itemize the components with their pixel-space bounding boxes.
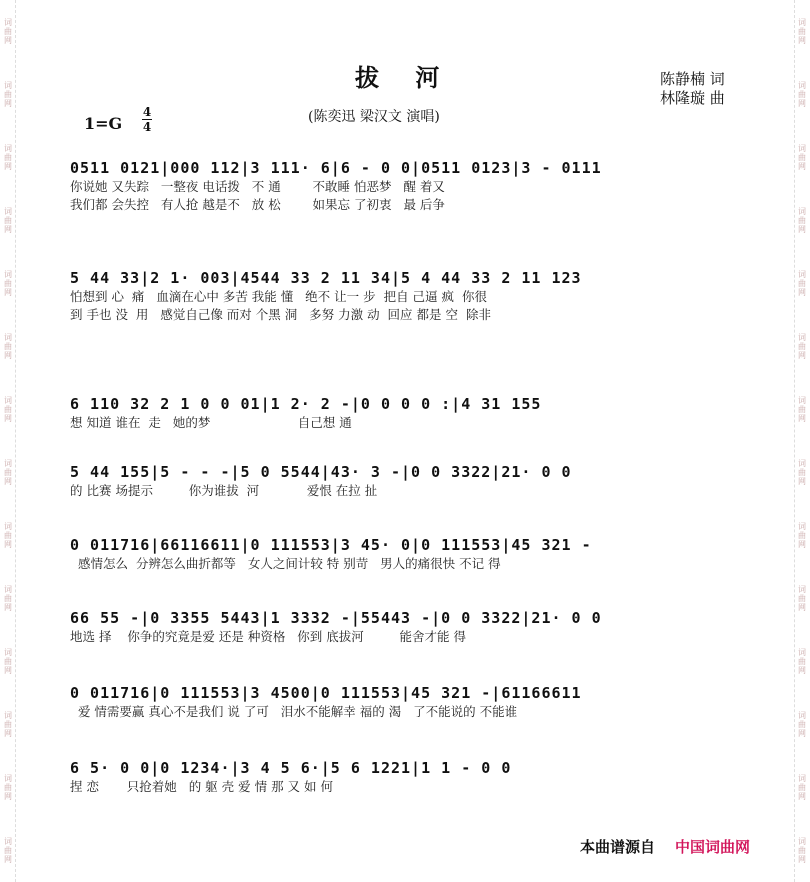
score-line-3	[70, 394, 746, 432]
source-footer	[580, 836, 750, 857]
time-signature	[142, 106, 152, 133]
watermark: 词曲网	[797, 396, 807, 423]
watermark: 词曲网	[797, 585, 807, 612]
score-line-7	[70, 683, 746, 721]
notation: 0511 0121|000 112|3 111· 6|6 - 0 0|0511 0123|3 - 0111	[70, 159, 602, 177]
notation: 5 44 33|2 1· 003|4544 33 2 11 34|5 4 44 33 2 11 123	[70, 269, 582, 287]
watermark: 词曲网	[797, 459, 807, 486]
watermark: 词曲网	[797, 837, 807, 864]
site-link[interactable]: 中国词曲网	[675, 838, 751, 856]
watermark: 词曲网	[3, 333, 13, 360]
notation: 6 110 32 2 1 0 0 01|1 2· 2 -|0 0 0 0 :|4 31 155	[70, 395, 542, 413]
score-line-4	[70, 462, 746, 500]
score-line-1	[70, 158, 746, 214]
watermark: 词曲网	[797, 711, 807, 738]
lyrics-verse-1: 你说她 又失踪 一整夜 电话拨 不 通 不敢睡 怕恶梦 醒 着又	[70, 179, 445, 194]
key-signature: 1=G	[84, 114, 123, 133]
watermark: 词曲网	[797, 207, 807, 234]
lyrics-verse-2: 我们都 会失控 有人抢 越是不 放 松 如果忘 了初衷 最 后争	[70, 197, 445, 212]
notation: 66 55 -|0 3355 5443|1 3332 -|55443 -|0 0 3322|21· 0 0	[70, 609, 602, 627]
watermark: 词曲网	[797, 270, 807, 297]
watermark: 词曲网	[797, 648, 807, 675]
watermark: 词曲网	[3, 585, 13, 612]
watermark: 词曲网	[3, 648, 13, 675]
watermark: 词曲网	[3, 837, 13, 864]
watermark: 词曲网	[3, 711, 13, 738]
watermark: 词曲网	[3, 207, 13, 234]
lyrics-verse-1: 想 知道 谁在 走 她的梦 自己想 通	[70, 415, 352, 430]
watermark: 词曲网	[3, 774, 13, 801]
notation: 5 44 155|5 - - -|5 0 5544|43· 3 -|0 0 3322|21· 0 0	[70, 463, 572, 481]
score-line-5	[70, 535, 746, 573]
notation: 6 5· 0 0|0 1234·|3 4 5 6·|5 6 1221|1 1 - 0 0	[70, 759, 512, 777]
watermark: 词曲网	[797, 18, 807, 45]
score-line-6	[70, 608, 746, 646]
score-line-8	[70, 758, 746, 796]
time-top: 4	[142, 105, 152, 119]
watermark: 词曲网	[3, 144, 13, 171]
watermark: 词曲网	[3, 396, 13, 423]
lyrics-verse-1: 爱 情需要赢 真心不是我们 说 了可 泪水不能解幸 福的 渴 了不能说的 不能谁	[70, 704, 518, 719]
lyrics-verse-1: 捏 恋 只抢着她 的 躯 壳 爱 情 那 又 如 何	[70, 779, 333, 794]
left-watermark-strip	[1, 0, 16, 882]
lyrics-verse-1: 地选 择 你争的究竟是爱 还是 种资格 你到 底拔河 能舍才能 得	[70, 629, 466, 644]
song-title: 拔 河	[355, 63, 454, 92]
watermark: 词曲网	[3, 522, 13, 549]
watermark: 词曲网	[797, 81, 807, 108]
watermark: 词曲网	[3, 459, 13, 486]
notation: 0 011716|0 111553|3 4500|0 111553|45 321 -|61166611	[70, 684, 582, 702]
time-bottom: 4	[142, 120, 152, 134]
lyrics-verse-1: 怕想到 心 痛 血滴在心中 多苦 我能 懂 绝不 让一 步 把自 己逼 疯 你很	[70, 289, 487, 304]
watermark: 词曲网	[797, 333, 807, 360]
lyrics-verse-1: 的 比赛 场提示 你为谁拔 河 爱恨 在拉 扯	[70, 483, 378, 498]
lyricist-credit: 陈静楠 词	[660, 70, 725, 88]
source-label: 本曲谱源自	[580, 838, 656, 856]
watermark: 词曲网	[797, 522, 807, 549]
right-watermark-strip	[794, 0, 809, 882]
lyrics-verse-1: 感情怎么 分辨怎么曲折都等 女人之间计较 特 别苛 男人的痛很快 不记 得	[70, 556, 501, 571]
watermark: 词曲网	[3, 18, 13, 45]
notation: 0 011716|66116611|0 111553|3 45· 0|0 111553|45 321 -	[70, 536, 592, 554]
lyrics-verse-2: 到 手也 没 用 感觉自己像 而对 个黑 洞 多努 力激 动 回应 都是 空 除非	[70, 307, 491, 322]
singers: (陈奕迅 梁汉文 演唱)	[308, 109, 440, 125]
watermark: 词曲网	[3, 270, 13, 297]
composer-credit: 林隆璇 曲	[660, 89, 725, 107]
watermark: 词曲网	[797, 144, 807, 171]
watermark: 词曲网	[797, 774, 807, 801]
credits	[660, 70, 725, 108]
score-line-2	[70, 268, 746, 324]
watermark: 词曲网	[3, 81, 13, 108]
